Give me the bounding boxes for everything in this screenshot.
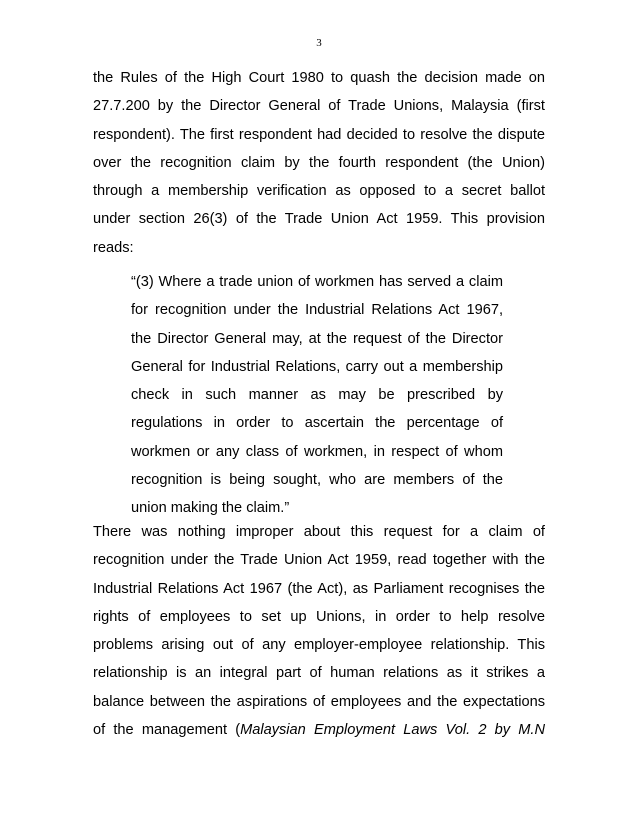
- quote-line: “(3) Where a trade union of workmen has served a claim: [131, 274, 503, 290]
- text-line: rights of employees to set up Unions, in order to help resolve: [93, 608, 545, 625]
- text-line: Industrial Relations Act 1967 (the Act), as Parliament recognises the: [93, 580, 545, 597]
- quote-line: regulations in order to ascertain the percentage of: [131, 415, 503, 432]
- quote-line: for recognition under the Industrial Relations Act 1967,: [131, 302, 503, 319]
- quote-line: workmen or any class of workmen, in respect of whom: [131, 443, 503, 460]
- block-quotation: [131, 268, 503, 523]
- quote-line: General for Industrial Relations, carry out a membership: [131, 358, 503, 375]
- quote-line: union making the claim.”: [131, 500, 290, 517]
- text-line: through a membership verification as opposed to a secret ballot: [93, 183, 545, 200]
- text-line: reads:: [93, 239, 134, 256]
- quote-line: recognition is being sought, who are members of the: [131, 472, 503, 489]
- citation-title: Malaysian Employment Laws Vol. 2 by M.N: [240, 722, 545, 739]
- text-line: the Rules of the High Court 1980 to quash the decision made on: [93, 70, 545, 86]
- text-line-with-citation: [93, 716, 545, 744]
- body-paragraph-1: [93, 64, 545, 262]
- quote-line: check in such manner as may be prescribed by: [131, 387, 503, 404]
- text-line: respondent). The first respondent had decided to resolve the dispute: [93, 126, 545, 143]
- text-line: 27.7.200 by the Director General of Trade Unions, Malaysia (first: [93, 98, 545, 115]
- text-line: relationship is an integral part of human relations as it strikes a: [93, 665, 545, 682]
- text-line: problems arising out of any employer-employee relationship. This: [93, 637, 545, 654]
- quote-line: the Director General may, at the request of the Director: [131, 330, 503, 347]
- page-number: 3: [316, 37, 322, 49]
- text-line: balance between the aspirations of employees and the expectations: [93, 693, 545, 710]
- body-paragraph-2: [93, 518, 545, 744]
- text-line: There was nothing improper about this request for a claim of: [93, 524, 545, 540]
- citation-prefix: of the management (: [93, 722, 241, 739]
- text-line: over the recognition claim by the fourth respondent (the Union): [93, 154, 545, 171]
- text-line: under section 26(3) of the Trade Union Act 1959. This provision: [93, 211, 545, 228]
- text-line: recognition under the Trade Union Act 1959, read together with the: [93, 552, 545, 569]
